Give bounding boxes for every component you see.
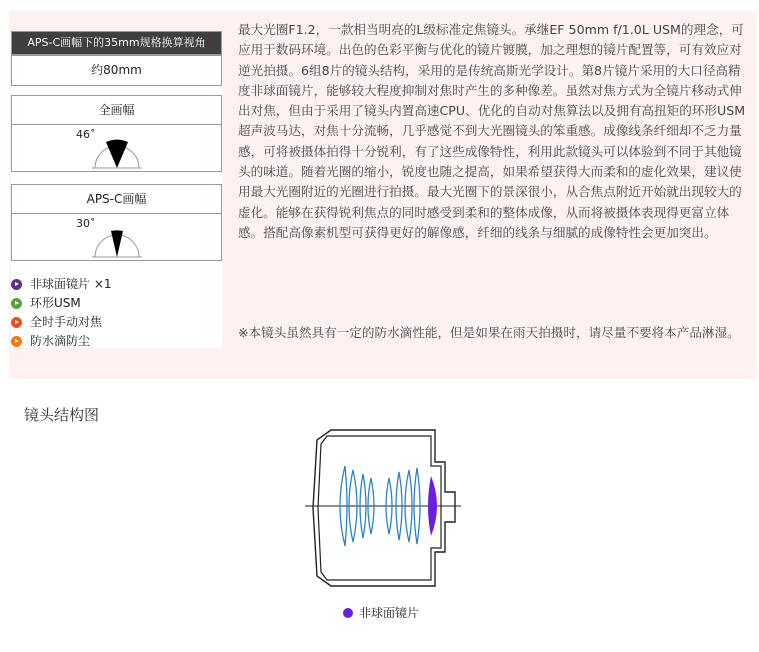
- fullframe-title: 全画幅: [12, 96, 221, 125]
- legend-label: 非球面镜片: [359, 606, 420, 620]
- play-bullet-icon: [11, 298, 22, 309]
- feature-label: 非球面镜片 ×1: [30, 277, 112, 291]
- apsc-angle-value: 30˚: [76, 217, 96, 230]
- fullframe-angle-box: [11, 95, 222, 172]
- apsc-angle-body: [12, 214, 221, 260]
- aspherical-legend-icon: [343, 608, 353, 618]
- aps-equivalent-box: [11, 31, 222, 86]
- feature-label: 全时手动对焦: [30, 315, 103, 329]
- description-text: 最大光圈F1.2，一款相当明亮的L级标准定焦镜头。承继EF 50mm f/1.0L USM的理念，可应用于数码环境。出色的色彩平衡与优化的镜片镀膜，加之理想的镜片配置等，可有效应对逆光拍摄。6组8片的镜头结构，采用的是传统高斯光学设计。第8片镜片采用的大口径高精度非球面镜片，能够较大程度抑制对焦时产生的多种像差。虽然对焦方式为全镜片移动式伸出对焦，但由于采用了镜头内置高速CPU、优化的自动对焦算法以及拥有高扭矩的环形USM超声波马达，对焦十分流畅，几乎感觉不到大光圈镜头的笨重感。成像线条纤细却不乏力量感，可将被摄体拍得十分锐利，有了这些成像特性，利用此款镜头可以体验到不同于其他镜头的味道。随着光圈的缩小，锐度也随之提高，如果希望获得大而柔和的虚化效果，建议使用最大光圈附近的光圈进行拍摄。最大光圈下的景深很小，从合焦点附近开始就出现较大的虚化。能够在获得锐利焦点的同时感受到柔和的整体成像，从而将被摄体表现得更富立体感。搭配高像素机型可获得更好的解像感，纤细的线条与细腻的成像特性会更加突出。: [238, 22, 746, 240]
- lens-structure-diagram: [305, 426, 465, 592]
- feature-item: [11, 313, 222, 332]
- apsc-angle-icon: [92, 215, 142, 259]
- play-bullet-icon: [11, 317, 22, 328]
- waterproof-note: ※本镜头虽然具有一定的防水滴性能，但是如果在雨天拍摄时，请尽量不要将本产品淋湿。: [238, 325, 740, 340]
- feature-item: [11, 294, 222, 313]
- aps-equivalent-header: APS-C画幅下的35mm规格换算视角: [12, 32, 221, 54]
- diagram-legend: [343, 604, 419, 621]
- fullframe-angle-value: 46˚: [76, 128, 96, 141]
- feature-item: [11, 332, 222, 351]
- feature-list: [11, 275, 222, 351]
- apsc-title: APS-C画幅: [12, 185, 221, 214]
- apsc-angle-box: [11, 184, 222, 261]
- product-description: [238, 20, 750, 243]
- feature-label: 环形USM: [30, 296, 81, 310]
- feature-item: [11, 275, 222, 294]
- play-bullet-icon: [11, 336, 22, 347]
- fullframe-angle-icon: [92, 126, 142, 170]
- aps-equivalent-value: 约80mm: [12, 54, 221, 85]
- lens-structure-title: 镜头结构图: [24, 406, 100, 424]
- feature-label: 防水滴防尘: [30, 334, 91, 348]
- fullframe-angle-body: [12, 125, 221, 171]
- play-bullet-icon: [11, 279, 22, 290]
- aspherical-element: [428, 476, 437, 536]
- spec-column: [11, 31, 222, 348]
